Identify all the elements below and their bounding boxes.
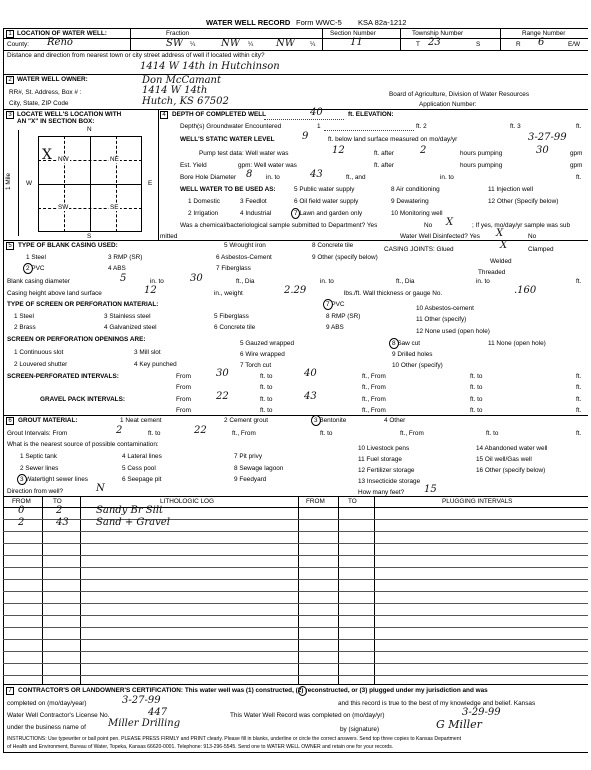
casing-weight-value: 2.29: [284, 285, 307, 296]
instructions-text: INSTRUCTIONS: Use typewriter or ball point pen. PLEASE PRESS FIRMLY and PRINT clearly. Please fill in blanks, underline or circle the correct answers. Send top three copies to Kansas Department: [7, 736, 462, 742]
casing-8[interactable]: 8 Concrete tile: [312, 242, 354, 249]
address-label: RR#, St. Address, Box # :: [9, 89, 82, 96]
quarter-mark-2: ¼: [248, 41, 254, 48]
south-label: S: [87, 233, 92, 240]
est-gpm: gpm: Well water was: [238, 162, 297, 169]
log-header-to-2: TO: [348, 498, 357, 505]
pump-test-label: Pump test data: Well water was: [199, 150, 289, 157]
sw-label: SW: [58, 204, 69, 211]
casing-in-weight: in., weight: [214, 290, 243, 297]
disinfected-mark: X: [496, 228, 504, 239]
form-title: WATER WELL RECORD: [206, 18, 291, 27]
log-rule: [3, 639, 588, 640]
log-rule: [3, 579, 588, 580]
use-7[interactable]: 7 Lawn and garden only: [294, 210, 363, 217]
use-7-circle: [291, 208, 300, 219]
section-6-number: 6: [6, 417, 14, 425]
contam-3-circle: [17, 474, 27, 485]
grout-ft-to: ft. to: [148, 430, 161, 437]
gravel-ft-to-2: ft. to: [470, 396, 483, 403]
log-header-plugging: PLUGGING INTERVALS: [442, 498, 513, 505]
screen-5[interactable]: 5 Fiberglass: [214, 313, 249, 320]
perf-from-value: 30: [216, 368, 229, 379]
log-rule: [3, 663, 588, 664]
opening-3[interactable]: 3 Mill slot: [134, 349, 161, 356]
ne-label: NE: [110, 156, 119, 163]
bcd-in-to: in. to: [150, 278, 164, 285]
contam-16[interactable]: 16 Other (specify below): [476, 467, 546, 474]
section-number-label: Section Number: [330, 30, 376, 37]
gw-2: ft. 2: [416, 123, 427, 130]
contamination-label: What is the nearest source of possible contamination:: [7, 441, 159, 448]
bcd-ft: ft.: [576, 278, 582, 285]
casing-height-label: Casing height above land surface: [7, 290, 102, 297]
perf-ft-to-3: ft. to: [260, 384, 273, 391]
gravel-ft-2: ft.: [576, 407, 582, 414]
use-label: WELL WATER TO BE USED AS:: [180, 186, 276, 193]
bore-value: 8: [246, 169, 253, 180]
log-row-1-desc: Sandy Br Silt: [96, 505, 164, 516]
section-7-number: 7: [6, 687, 14, 695]
blank-diameter-label: Blank casing diameter: [7, 278, 70, 285]
signature-label: by (signature): [340, 726, 380, 733]
est-ft-after: ft. after: [374, 162, 394, 169]
log-header-from: FROM: [12, 498, 31, 505]
license-value: 447: [148, 707, 168, 718]
completed-tail: and this record is true to the best of my knowledge and belief. Kansas: [338, 700, 536, 707]
log-row-1-from: 0: [18, 505, 25, 516]
perf-ft-from-2: ft., From: [362, 384, 386, 391]
static-level-value: 9: [302, 131, 309, 142]
use-3[interactable]: 3 Feedlot: [240, 198, 267, 205]
use-4[interactable]: 4 Industrial: [240, 210, 272, 217]
business-label: under the business name of: [7, 724, 86, 731]
well-location-x-mark: X: [42, 147, 52, 163]
section-4-number: 4: [160, 111, 168, 119]
feet-value: 15: [424, 484, 437, 495]
screen-3[interactable]: 3 Stainless steel: [104, 313, 151, 320]
contam-10[interactable]: 10 Livestock pens: [358, 445, 410, 452]
perf-from: From: [176, 373, 191, 380]
grout-ft-from-2: ft., From: [400, 430, 424, 437]
opening-5[interactable]: 5 Gauzed wrapped: [240, 340, 295, 347]
elevation-label: ft. ELEVATION:: [348, 111, 394, 118]
casing-1[interactable]: 1 Steel: [26, 254, 46, 261]
log-rule: [3, 543, 588, 544]
gravel-ft-from: ft., From: [362, 396, 386, 403]
log-rule: [3, 567, 588, 568]
quarter-2: NW: [221, 38, 241, 49]
perf-ft-from: ft., From: [362, 373, 386, 380]
frame-left: [3, 28, 4, 753]
grout-from-value: 2: [116, 425, 123, 436]
use-11[interactable]: 11 Injection well: [488, 186, 533, 193]
openings-label: SCREEN OR PERFORATION OPENINGS ARE:: [7, 336, 146, 343]
owner-city: Hutch, KS 67502: [142, 96, 229, 107]
pump-gpm: gpm: [570, 150, 583, 157]
east-west: E/W: [568, 41, 581, 48]
perf-ft-to-2: ft. to: [470, 373, 483, 380]
casing-lbs: lbs./ft. Wall thickness or gauge No.: [344, 290, 443, 297]
grout-3-circle: [311, 415, 321, 426]
business-value: Miller Drilling: [108, 718, 181, 729]
gravel-ft-to: ft. to: [260, 396, 273, 403]
log-row-2-to: 43: [56, 517, 69, 528]
bcd-in-to-2: in. to: [320, 278, 334, 285]
east-label: E: [148, 180, 153, 187]
log-row-2-desc: Sand + Gravel: [96, 517, 170, 528]
grout-label: GROUT MATERIAL:: [18, 417, 78, 424]
contam-4[interactable]: 4 Lateral lines: [122, 453, 162, 460]
screen-12[interactable]: 12 None used (open hole): [416, 328, 490, 335]
pump-hours: hours pumping: [460, 150, 503, 157]
casing-7[interactable]: 7 Fiberglass: [216, 265, 251, 272]
log-rule: [3, 591, 588, 592]
signature-value: G Miller: [436, 718, 482, 731]
log-rule: [3, 651, 588, 652]
perf-ft: ft.: [576, 373, 582, 380]
log-rule: [3, 627, 588, 628]
bore-ft: ft.: [576, 174, 582, 181]
county-value: Reno: [47, 37, 73, 48]
section-2-number: 2: [6, 76, 14, 84]
direction-value: N: [96, 483, 105, 494]
perf-ft-to: ft. to: [260, 373, 273, 380]
grout-ft: ft.: [576, 430, 582, 437]
casing-2[interactable]: 2 PVC: [26, 265, 45, 272]
casing-9[interactable]: 9 Other (specify below): [312, 254, 378, 261]
feet-label: How many feet?: [358, 489, 405, 496]
disinfected-no[interactable]: No: [528, 233, 537, 240]
use-10[interactable]: 10 Monitoring well: [391, 210, 443, 217]
opening-9[interactable]: 9 Drilled holes: [392, 351, 433, 358]
opening-8-circle: [389, 338, 399, 349]
range-number-label: Range Number: [522, 30, 566, 37]
opening-11[interactable]: 11 None (open hole): [488, 340, 546, 347]
depth-value: 40: [310, 107, 323, 118]
township-value: 23: [428, 37, 441, 48]
bore-in-to: in. to: [266, 174, 280, 181]
casing-6[interactable]: 6 Asbestos-Cement: [216, 254, 272, 261]
gravel-from-2: From: [176, 407, 191, 414]
section-3-number: 3: [6, 111, 14, 119]
r-label: R: [516, 41, 521, 48]
joints-threaded[interactable]: Threaded: [478, 269, 506, 276]
log-rule: [3, 519, 588, 520]
record-completed-label: This Water Well Record was completed on (mo/day/yr): [230, 712, 385, 719]
range-value: 6: [538, 37, 545, 48]
log-rule: [3, 555, 588, 556]
bcd-ft-dia: ft., Dia: [236, 278, 255, 285]
log-rule: [3, 615, 588, 616]
screen-9[interactable]: 9 ABS: [326, 324, 344, 331]
joints-welded[interactable]: Welded: [490, 258, 512, 265]
section-1-number: 1: [6, 30, 14, 38]
log-rule: [3, 603, 588, 604]
screen-8[interactable]: 8 RMP (SR): [326, 313, 361, 320]
contam-9[interactable]: 9 Feedyard: [234, 476, 267, 483]
static-date: 3-27-99: [528, 132, 567, 143]
gravel-label: GRAVEL PACK INTERVALS:: [40, 396, 125, 403]
contam-14[interactable]: 14 Abandoned water well: [476, 445, 548, 452]
grout-ft-to-2: ft. to: [320, 430, 333, 437]
screen-7-circle: [323, 299, 333, 310]
gw-3: ft. 3: [510, 123, 521, 130]
use-6[interactable]: 6 Oil field water supply: [294, 198, 359, 205]
use-5[interactable]: 5 Public water supply: [294, 186, 355, 193]
joints-label: CASING JOINTS: Glued: [384, 246, 454, 253]
quarter-1: SW: [166, 38, 184, 49]
gravel-to-value: 43: [304, 391, 317, 402]
log-rule: [3, 675, 588, 676]
pump-water-value: 12: [332, 145, 345, 156]
chem-no-mark: X: [446, 217, 454, 228]
joints-mark: X: [500, 240, 508, 251]
instructions-text-2: of Health and Environment, Bureau of Water, Topeka, Kansas 66620-0001. Telephone: 913-296-5545. Send one to WATER WELL OWNER and retain one for your records.: [7, 744, 394, 750]
screen-1[interactable]: 1 Steel: [14, 313, 34, 320]
use-1[interactable]: 1 Domestic: [188, 198, 220, 205]
bcd-ft-dia-2: ft., Dia: [396, 278, 415, 285]
section-2-label: WATER WELL OWNER:: [17, 76, 88, 83]
fraction-label: Fraction: [166, 30, 190, 37]
opening-4[interactable]: 4 Key punched: [134, 361, 177, 368]
casing-5[interactable]: 5 Wrought iron: [224, 242, 266, 249]
bore-ft-and: ft., and: [346, 174, 366, 181]
west-label: W: [26, 180, 33, 187]
screen-10[interactable]: 10 Asbestos-cement: [416, 305, 474, 312]
gw-ft: ft.: [576, 123, 582, 130]
screen-2[interactable]: 2 Brass: [14, 324, 36, 331]
one-mile-label: 1 Mile: [5, 172, 12, 190]
log-header-lithologic: LITHOLOGIC LOG: [160, 498, 214, 505]
log-row-2-from: 2: [18, 517, 25, 528]
application-number-label: Application Number:: [419, 101, 477, 108]
section-3-label-2: AN "X" IN SECTION BOX:: [17, 118, 95, 125]
city-label: City, State, ZIP Code: [9, 100, 69, 107]
static-mid: ft. below land surface measured on mo/day/yr: [328, 136, 458, 143]
casing-label: TYPE OF BLANK CASING USED:: [18, 242, 118, 249]
grout-to-value: 22: [194, 425, 207, 436]
groundwater-label: Depth(s) Groundwater Encountered: [180, 123, 282, 130]
screen-material-label: TYPE OF SCREEN OR PERFORATION MATERIAL:: [7, 301, 159, 308]
bore-to-value: 43: [310, 169, 323, 180]
north-label: N: [87, 126, 92, 133]
use-12[interactable]: 12 Other (Specify below): [488, 198, 559, 205]
chem-mitted: mitted: [160, 233, 178, 240]
chem-tail: ; If yes, mo/day/yr sample was sub: [472, 222, 571, 229]
perforated-label: SCREEN-PERFORATED INTERVALS:: [7, 373, 119, 380]
gravel-ft-to-4: ft. to: [470, 407, 483, 414]
contam-5[interactable]: 5 Cess pool: [122, 465, 156, 472]
s-label: S: [476, 41, 481, 48]
contam-13[interactable]: 13 Insecticide storage: [358, 478, 421, 485]
section-5-number: 5: [6, 242, 14, 250]
license-label: Water Well Contractor's License No.: [7, 712, 110, 719]
distance-value: 1414 W 14th in Hutchinson: [140, 61, 280, 72]
township-number-label: Township Number: [412, 30, 464, 37]
pump-after-value: 2: [420, 145, 427, 156]
perf-from-2: From: [176, 384, 191, 391]
est-yield-label: Est. Yield: [180, 162, 207, 169]
gauge-value: .160: [514, 285, 537, 296]
pump-gpm-value: 30: [536, 145, 549, 156]
quarter-3: NW: [276, 38, 296, 49]
contam-2[interactable]: 2 Sewer lines: [20, 465, 59, 472]
section-1-label: LOCATION OF WATER WELL:: [17, 30, 107, 37]
blank-diameter-value: 5: [120, 273, 127, 284]
bore-label: Bore Hole Diameter: [180, 174, 237, 181]
pump-ft-after: ft. after: [374, 150, 394, 157]
contam-7[interactable]: 7 Pit privy: [234, 453, 263, 460]
contam-15[interactable]: 15 Oil well/Gas well: [476, 456, 532, 463]
grout-3[interactable]: 3 Bentonite: [314, 417, 347, 424]
chem-sample-label: Was a chemical/bacteriological sample submitted to Department? Yes: [180, 222, 378, 229]
contam-3[interactable]: 3 Watertight sewer lines: [20, 476, 88, 483]
contam-6[interactable]: 6 Seepage pit: [122, 476, 162, 483]
use-8[interactable]: 8 Air conditioning: [391, 186, 440, 193]
contam-1[interactable]: 1 Septic tank: [20, 453, 57, 460]
casing-height-value: 12: [144, 285, 157, 296]
use-2[interactable]: 2 Irrigation: [188, 210, 219, 217]
disinfected-label: Water Well Disinfected? Yes: [400, 233, 480, 240]
log-header-to: TO: [53, 498, 62, 505]
blank-to-value: 30: [190, 273, 203, 284]
chem-no[interactable]: No: [424, 222, 433, 229]
gravel-from-value: 22: [216, 391, 229, 402]
grout-4[interactable]: 4 Other: [384, 417, 406, 424]
gravel-from: From: [176, 396, 191, 403]
grout-intervals-label: Grout Intervals: From: [7, 430, 68, 437]
nw-label: NW: [58, 156, 69, 163]
quarter-mark-1: ¼: [190, 41, 196, 48]
owner-name: Don McCamant: [142, 75, 222, 86]
log-header-from-2: FROM: [306, 498, 325, 505]
casing-2-circle: [23, 263, 33, 274]
constructed-circle: [298, 686, 307, 696]
opening-7[interactable]: 7 Torch cut: [240, 362, 272, 369]
record-completed-value: 3-29-99: [462, 707, 501, 718]
form-number: Form WWC-5: [296, 18, 342, 27]
perf-ft-to-4: ft. to: [470, 384, 483, 391]
frame-bottom: [3, 752, 588, 753]
perf-to-value: 40: [304, 368, 317, 379]
completed-value: 3-27-99: [122, 695, 161, 706]
log-rule: [3, 531, 588, 532]
gravel-ft: ft.: [576, 396, 582, 403]
section-3-label-1: LOCATE WELL'S LOCATION WITH: [17, 111, 122, 118]
casing-4[interactable]: 4 ABS: [108, 265, 126, 272]
gravel-ft-from-2: ft., From: [362, 407, 386, 414]
se-label: SE: [110, 204, 119, 211]
gravel-ft-to-3: ft. to: [260, 407, 273, 414]
quarter-mark-3: ¼: [310, 41, 316, 48]
grout-ft-from: ft., From: [232, 430, 256, 437]
certification-text: CONTRACTOR'S OR LANDOWNER'S CERTIFICATION: This water well was (1) constructed, (2) reconstructed, or (3) plugged under my jurisdiction and was: [18, 687, 488, 694]
joints-clamped[interactable]: Clamped: [528, 246, 554, 253]
direction-label: Direction from well?: [7, 488, 64, 495]
casing-3[interactable]: 3 RMP (SR): [108, 254, 143, 261]
bcd-in-to-3: in. to: [476, 278, 490, 285]
screen-4[interactable]: 4 Galvanized steel: [104, 324, 157, 331]
opening-1[interactable]: 1 Continuous slot: [14, 349, 64, 356]
gw-1: 1: [317, 123, 321, 130]
opening-10[interactable]: 10 Other (specify): [392, 362, 443, 369]
bore-in-to-2: in. to: [440, 174, 454, 181]
depth-label: DEPTH OF COMPLETED WELL: [172, 111, 267, 118]
completed-label: completed on (mo/day/year): [7, 700, 87, 707]
contam-8[interactable]: 8 Sewage lagoon: [234, 465, 284, 472]
owner-address: 1414 W 14th: [142, 85, 208, 96]
use-9[interactable]: 9 Dewatering: [391, 198, 429, 205]
static-level-label: WELL'S STATIC WATER LEVEL: [180, 136, 275, 143]
est-gpm-end: gpm: [570, 162, 583, 169]
contam-11[interactable]: 11 Fuel storage: [358, 456, 402, 463]
distance-label: Distance and direction from nearest town or city street address of well if located within city?: [7, 52, 265, 59]
opening-8[interactable]: 8 Saw cut: [392, 340, 421, 347]
perf-ft-2: ft.: [576, 384, 582, 391]
t-label: T: [416, 41, 420, 48]
contam-12[interactable]: 12 Fertilizer storage: [358, 467, 415, 474]
opening-2[interactable]: 2 Louvered shutter: [14, 361, 68, 368]
ksa-reference: KSA 82a-1212: [358, 18, 407, 27]
screen-6[interactable]: 6 Concrete tile: [214, 324, 256, 331]
screen-7[interactable]: 7 PVC: [326, 301, 345, 308]
log-row-1-to: 2: [56, 505, 63, 516]
county-label: County:: [7, 41, 30, 48]
opening-6[interactable]: 6 Wire wrapped: [240, 351, 285, 358]
board-label: Board of Agriculture, Division of Water Resources: [389, 91, 530, 98]
grout-2[interactable]: 2 Cement grout: [224, 417, 269, 424]
grout-1[interactable]: 1 Neat cement: [120, 417, 162, 424]
section-value: 11: [350, 37, 363, 48]
grout-ft-to-3: ft. to: [486, 430, 499, 437]
screen-11[interactable]: 11 Other (specify): [416, 316, 467, 323]
est-hours: hours pumping: [460, 162, 503, 169]
